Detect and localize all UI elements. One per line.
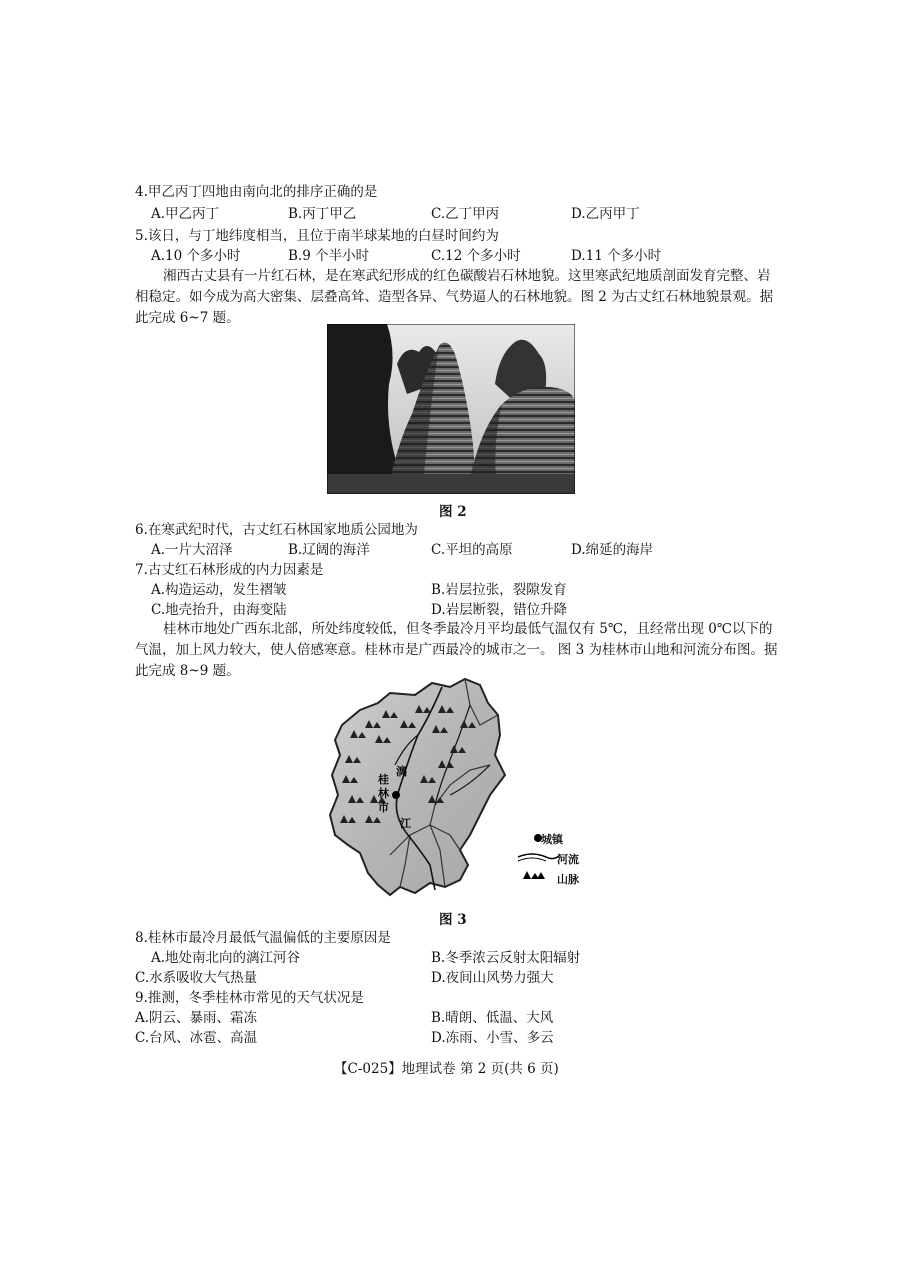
q9-option-c: C.台风、冰雹、高温 <box>135 1030 258 1046</box>
city-label-1: 桂 <box>378 773 389 786</box>
q6-option-a: A.一片大沼泽 <box>151 542 233 558</box>
q6-option-d: D.绵延的海岸 <box>571 542 654 558</box>
q8-option-a: A.地处南北向的漓江河谷 <box>151 950 301 966</box>
q6-option-b: B.辽阔的海洋 <box>288 542 370 558</box>
q9-option-a: A.阴云、暴雨、霜冻 <box>135 1010 258 1026</box>
q4-option-c: C.乙丁甲丙 <box>431 206 500 222</box>
river-label-li: 漓 <box>396 765 407 778</box>
q6-option-c: C.平坦的高原 <box>431 542 513 558</box>
q4-option-b: B.丙丁甲乙 <box>288 206 357 222</box>
q6-stem: 6.在寒武纪时代，古丈红石林国家地质公园地为 <box>135 522 418 538</box>
q5-option-c: C.12 个多小时 <box>431 248 521 264</box>
mountain-icon <box>523 871 545 879</box>
q9-option-d: D.冻雨、小雪、多云 <box>431 1030 554 1046</box>
q7-stem: 7.古丈红石林形成的内力因素是 <box>135 562 324 578</box>
intro-8-9: 桂林市地处广西东北部，所处纬度较低，但冬季最冷月平均最低气温仅有 5℃，且经常出现 0℃以下的气温，加上风力较大，使人倍感寒意。桂林市是广西最冷的城市之一。 图 3 为桂林市山地和河流分布图。据此完成 8~9 题。 <box>135 621 778 679</box>
page-footer: 【C-025】地理试卷 第 2 页(共 6 页) <box>334 1061 559 1077</box>
figure-3-caption: 图 3 <box>439 912 467 928</box>
city-label-3: 市 <box>378 801 389 814</box>
q5-option-a: A.10 个多小时 <box>151 248 241 264</box>
q9-option-b: B.晴朗、低温、大风 <box>431 1010 554 1026</box>
intro-6-7: 湘西古丈县有一片红石林，是在寒武纪形成的红色碳酸岩石林地貌。这里寒武纪地质剖面发育完整、岩相稳定。如今成为高大密集、层叠高耸、造型各异、气势逼人的石林地貌。图 2 为古丈红石林地貌景观。据此完成 6~7 题。 <box>135 268 774 326</box>
q4-stem: 4.甲乙丙丁四地由南向北的排序正确的是 <box>135 184 378 200</box>
q5-option-d: D.11 个多小时 <box>571 248 662 264</box>
q8-option-d: D.夜间山风势力强大 <box>431 970 554 986</box>
q4-option-a: A.甲乙丙丁 <box>151 206 220 222</box>
q9-stem: 9.推测，冬季桂林市常见的天气状况是 <box>135 990 364 1006</box>
q4-option-d: D.乙丙甲丁 <box>571 206 640 222</box>
city-label-2: 林 <box>378 787 389 800</box>
q7-option-d: D.岩层断裂，错位升降 <box>431 602 568 618</box>
q8-option-b: B.冬季浓云反射太阳辐射 <box>431 950 581 966</box>
figure-2-caption: 图 2 <box>439 504 467 520</box>
legend-town-label: 城镇 <box>541 833 563 846</box>
river-line-icon <box>518 854 560 859</box>
legend-mountain-label: 山脉 <box>557 873 579 886</box>
river-line-icon-2 <box>518 858 546 861</box>
q5-stem: 5.该日，与丁地纬度相当，且位于南半球某地的白昼时间约为 <box>135 228 499 244</box>
q8-stem: 8.桂林市最冷月最低气温偏低的主要原因是 <box>135 930 391 946</box>
q7-option-c: C.地壳抬升，由海变陆 <box>151 602 287 618</box>
q5-option-b: B.9 个半小时 <box>288 248 370 264</box>
red-stone-forest-photo <box>327 324 575 494</box>
q7-option-b: B.岩层拉张，裂隙发育 <box>431 582 567 598</box>
river-label-jiang: 江 <box>400 817 411 830</box>
q7-option-a: A.构造运动，发生褶皱 <box>151 582 287 598</box>
q8-option-c: C.水系吸收大气热量 <box>135 970 258 986</box>
legend-river-label: 河流 <box>557 853 579 866</box>
guilin-city-dot <box>392 791 400 799</box>
